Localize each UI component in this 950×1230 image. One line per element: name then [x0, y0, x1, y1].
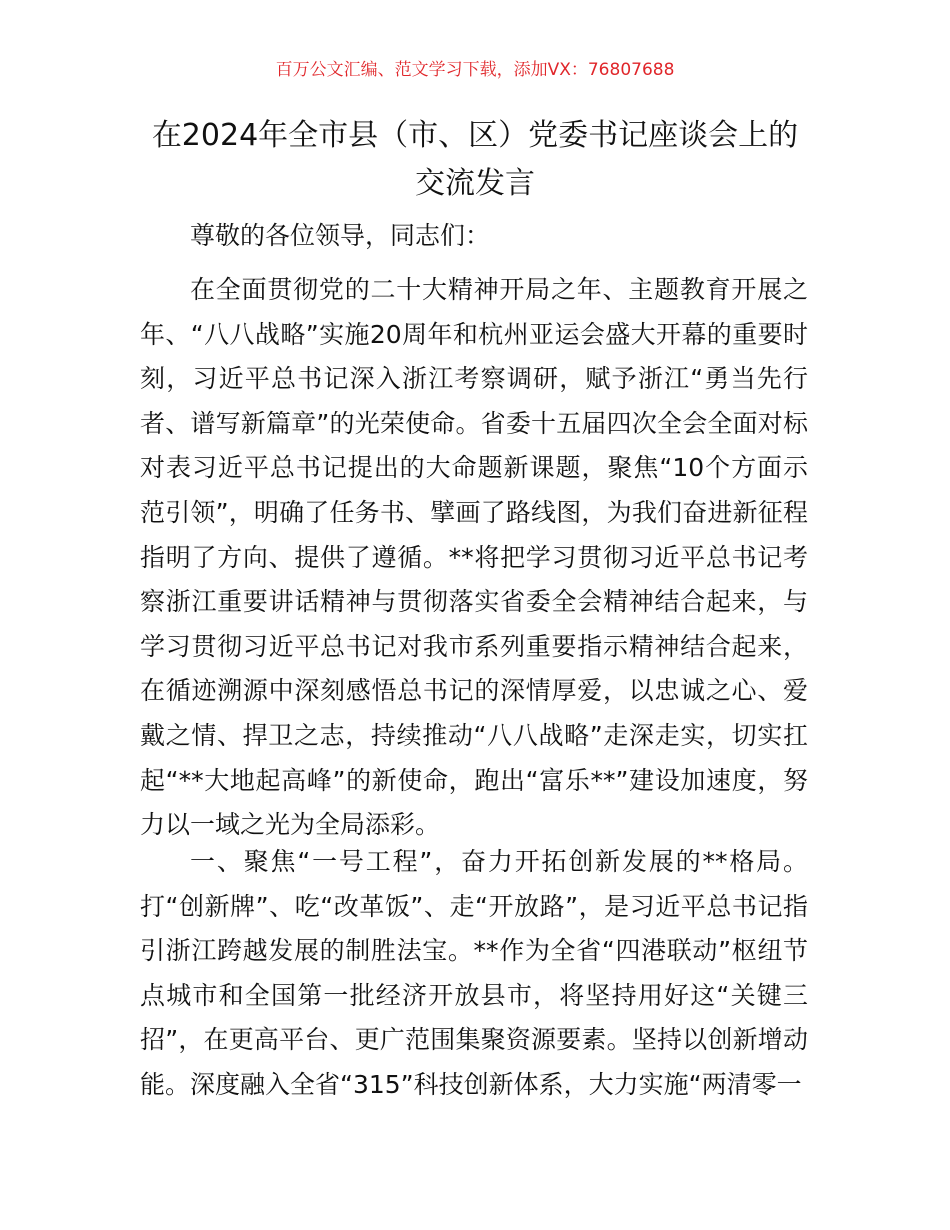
document-title: 在2024年全市县（市、区）党委书记座谈会上的交流发言 [151, 118, 799, 201]
paragraph-intro: 在全面贯彻党的二十大精神开局之年、主题教育开展之年、“八八战略”实施20周年和杭州亚运会盛大开幕的重要时刻，习近平总书记深入浙江考察调研，赋予浙江“勇当先行者、谱写新篇章”的光荣使命。省委十五届四次全会全面对标对表习近平总书记提出的大命题新课题，聚焦“10个方面示范引领”，明确了任务书、擘画了路线图，为我们奋进新征程指明了方向、提供了遵循。**将把学习贯彻习近平总书记考察浙江重要讲话精神与贯彻落实省委全会精神结合起来，与学习贯彻习近平总书记对我市系列重要指示精神结合起来，在循迹溯源中深刻感悟总书记的深情厚爱，以忠诚之心、爱戴之情、捍卫之志，持续推动“八八战略”走深走实，切实扛起“**大地起高峰”的新使命，跑出“富乐**”建设加速度，努力以一域之光为全局添彩。 [140, 275, 808, 840]
paragraph-section-one: 一、聚焦“一号工程”，奋力开拓创新发展的**格局。打“创新牌”、吃“改革饭”、走“开放路”，是习近平总书记指引浙江跨越发展的制胜法宝。**作为全省“四港联动”枢纽节点城市和全国第一批经济开放县市，将坚持用好这“关键三招”，在更高平台、更广范围集聚资源要素。坚持以创新增动能。深度融入全省“315”科技创新体系，大力实施“两清零一 [140, 847, 808, 1099]
watermark-header: 百万公文汇编、范文学习下载，添加VX：76807688 [275, 60, 675, 80]
greeting: 尊敬的各位领导，同志们： [190, 221, 491, 250]
